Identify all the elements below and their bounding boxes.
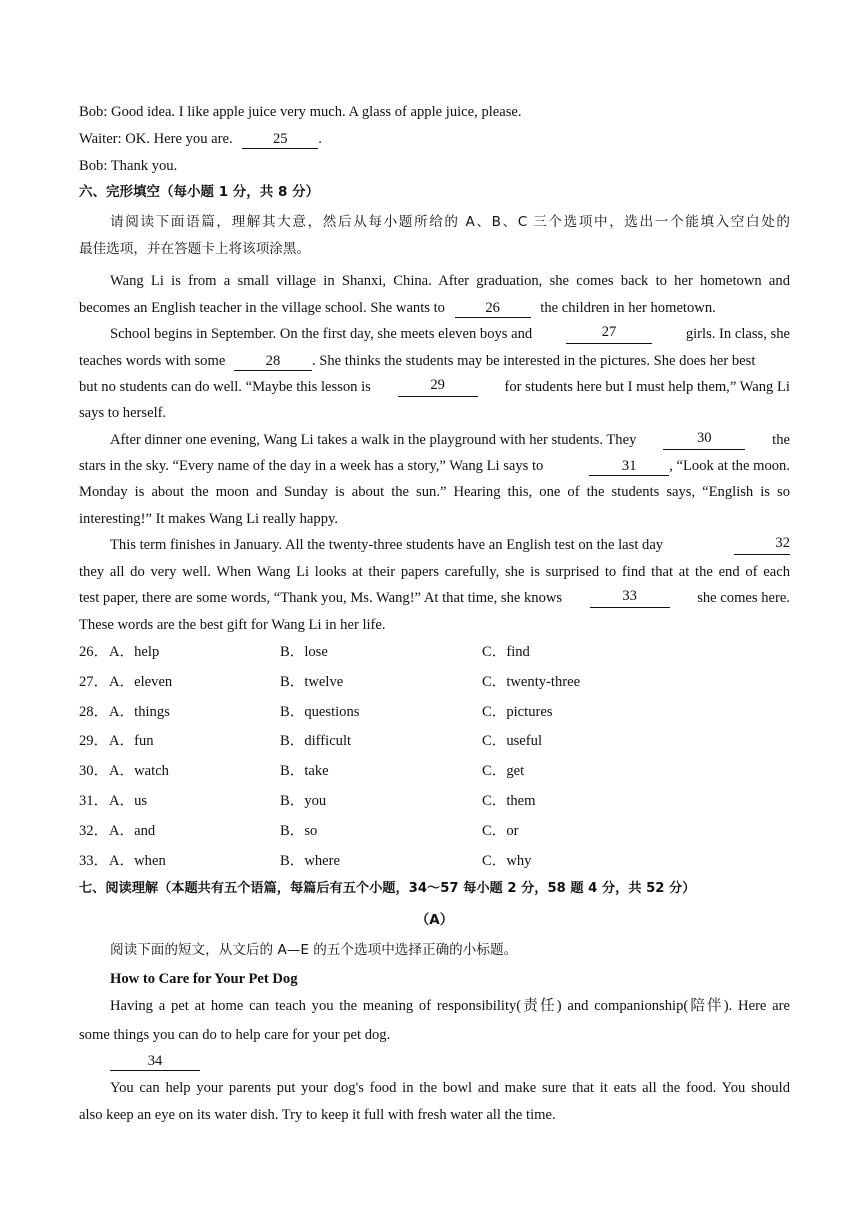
dialogue-line-1: Bob: Good idea. I like apple juice very much. A glass of apple juice, please.: [79, 104, 522, 120]
option-c: C．or: [482, 823, 519, 839]
passage-p3-line-3: Monday is about the moon and Sunday is about the sun.” Hearing this, one of the students says, “English is so: [79, 484, 790, 500]
question-number: 28．: [79, 704, 109, 720]
passage-p1-line-2: [79, 298, 716, 318]
text-segment: the children in her hometown.: [540, 300, 716, 316]
passage-p1-line-1: Wang Li is from a small village in Shanxi, China. After graduation, she comes back to her hometown and: [110, 273, 790, 289]
passage-p3-line-4: interesting!” It makes Wang Li really happy.: [79, 511, 338, 527]
text-segment: stars in the sky. “Every name of the day in a week has a story,” Wang Li says to: [79, 458, 544, 474]
passage-p3-line-1: [110, 430, 790, 450]
blank-31: 31: [589, 458, 669, 476]
question-number: 27．: [79, 674, 109, 690]
passage-p4-line-4: These words are the best gift for Wang Li in her life.: [79, 617, 386, 633]
option-b: B．so: [280, 823, 318, 839]
blank-29: 29: [398, 377, 478, 397]
passage-p2-line-2: [79, 351, 755, 371]
dialogue-line-2-suffix: .: [318, 131, 322, 147]
passage-a-p1-line-2: some things you can do to help care for your pet dog.: [79, 1027, 391, 1043]
text-segment: girls. In class, she: [685, 326, 790, 342]
dialogue-line-3: Bob: Thank you.: [79, 158, 178, 174]
passage-p3-line-2: [79, 456, 790, 476]
blank-25: 25: [242, 131, 318, 149]
option-b: B．difficult: [280, 733, 352, 749]
option-a: A．eleven: [109, 674, 173, 690]
text-segment: for students here but I must help them,” Wang Li: [504, 379, 790, 395]
option-c: C．pictures: [482, 704, 553, 720]
passage-p2-line-1: [110, 324, 790, 344]
option-a: A．watch: [109, 763, 169, 779]
question-number: 31．: [79, 793, 109, 809]
blank-32: 32: [734, 535, 790, 555]
blank-34: 34: [110, 1053, 200, 1071]
passage-p4-line-3: [79, 588, 790, 608]
option-b: B．questions: [280, 704, 360, 720]
text-segment: test paper, there are some words, “Thank you, Ms. Wang!” At that time, she knows: [79, 590, 563, 606]
question-number: 26．: [79, 644, 109, 660]
question-number: 32．: [79, 823, 109, 839]
option-a: A．when: [109, 853, 166, 869]
text-segment: the: [772, 432, 790, 448]
blank-26: 26: [455, 300, 531, 318]
section-7-heading: 七、阅读理解（本题共有五个语篇，每篇后有五个小题，34～57 每小题 2 分，58 题 4 分，共 52 分）: [79, 881, 696, 896]
passage-p4-line-2: they all do very well. When Wang Li looks at their papers carefully, she is surprised to find that at the end of each: [79, 564, 790, 580]
text-segment: but no students can do well. “Maybe this lesson is: [79, 379, 371, 395]
option-a: A．and: [109, 823, 156, 839]
dialogue-line-2-prefix: Waiter: OK. Here you are.: [79, 131, 233, 147]
passage-a-p1-line-1: Having a pet at home can teach you the meaning of responsibility(责任) and companionship(陪伴). Here are: [110, 998, 790, 1014]
option-a: A．us: [109, 793, 148, 809]
option-c: C．get: [482, 763, 525, 779]
section-6-instruction-2: 最佳选项，并在答题卡上将该项涂黑。: [79, 241, 311, 257]
blank-33: 33: [590, 588, 670, 608]
option-a: A．help: [109, 644, 160, 660]
option-c: C．them: [482, 793, 536, 809]
passage-a-p2-line-1: You can help your parents put your dog's food in the bowl and make sure that it eats all the food. You should: [110, 1080, 790, 1096]
question-number: 29．: [79, 733, 109, 749]
text-segment: [589, 456, 790, 476]
option-c: C．useful: [482, 733, 542, 749]
passage-title: How to Care for Your Pet Dog: [110, 971, 298, 987]
option-b: B．you: [280, 793, 327, 809]
section-6-heading: 六、完形填空（每小题 1 分，共 8 分）: [79, 184, 320, 200]
option-b: B．twelve: [280, 674, 344, 690]
option-b: B．where: [280, 853, 340, 869]
passage-p2-line-4: says to herself.: [79, 405, 167, 421]
blank-34-line: [110, 1051, 200, 1071]
option-a: A．fun: [109, 733, 154, 749]
blank-30: 30: [663, 430, 745, 450]
question-number: 30．: [79, 763, 109, 779]
option-a: A．things: [109, 704, 170, 720]
part-label: （A）: [415, 912, 454, 928]
text-segment: she comes here.: [697, 590, 790, 606]
text-segment: becomes an English teacher in the village school. She wants to: [79, 300, 445, 316]
option-b: B．lose: [280, 644, 328, 660]
text-segment: School begins in September. On the first day, she meets eleven boys and: [110, 326, 533, 342]
section-7-instruction: 阅读下面的短文，从文后的 A—E 的五个选项中选择正确的小标题。: [110, 942, 518, 958]
option-b: B．take: [280, 763, 329, 779]
blank-28: 28: [234, 353, 312, 371]
option-c: C．twenty-three: [482, 674, 581, 690]
text-segment: After dinner one evening, Wang Li takes a walk in the playground with her students. They: [110, 432, 637, 448]
text-segment: . She thinks the students may be interested in the pictures. She does her best: [311, 353, 756, 369]
text-segment: , “Look at the moon.: [669, 458, 790, 474]
passage-a-p2-line-2: also keep an eye on its water dish. Try to keep it full with fresh water all the time.: [79, 1107, 556, 1123]
passage-p2-line-3: [79, 377, 790, 397]
section-6-instruction-1: 请阅读下面语篇，理解其大意，然后从每小题所给的 A、B、C 三个选项中，选出一个能填入空白处的: [110, 214, 790, 230]
passage-p4-line-1: [110, 535, 790, 555]
text-segment: teaches words with some: [79, 353, 226, 369]
option-c: C．find: [482, 644, 530, 660]
option-c: C．why: [482, 853, 532, 869]
question-number: 33．: [79, 853, 109, 869]
text-segment: This term finishes in January. All the twenty-three students have an English test on the last day: [110, 537, 664, 553]
blank-27: 27: [566, 324, 652, 344]
dialogue-line-2: [79, 129, 322, 149]
